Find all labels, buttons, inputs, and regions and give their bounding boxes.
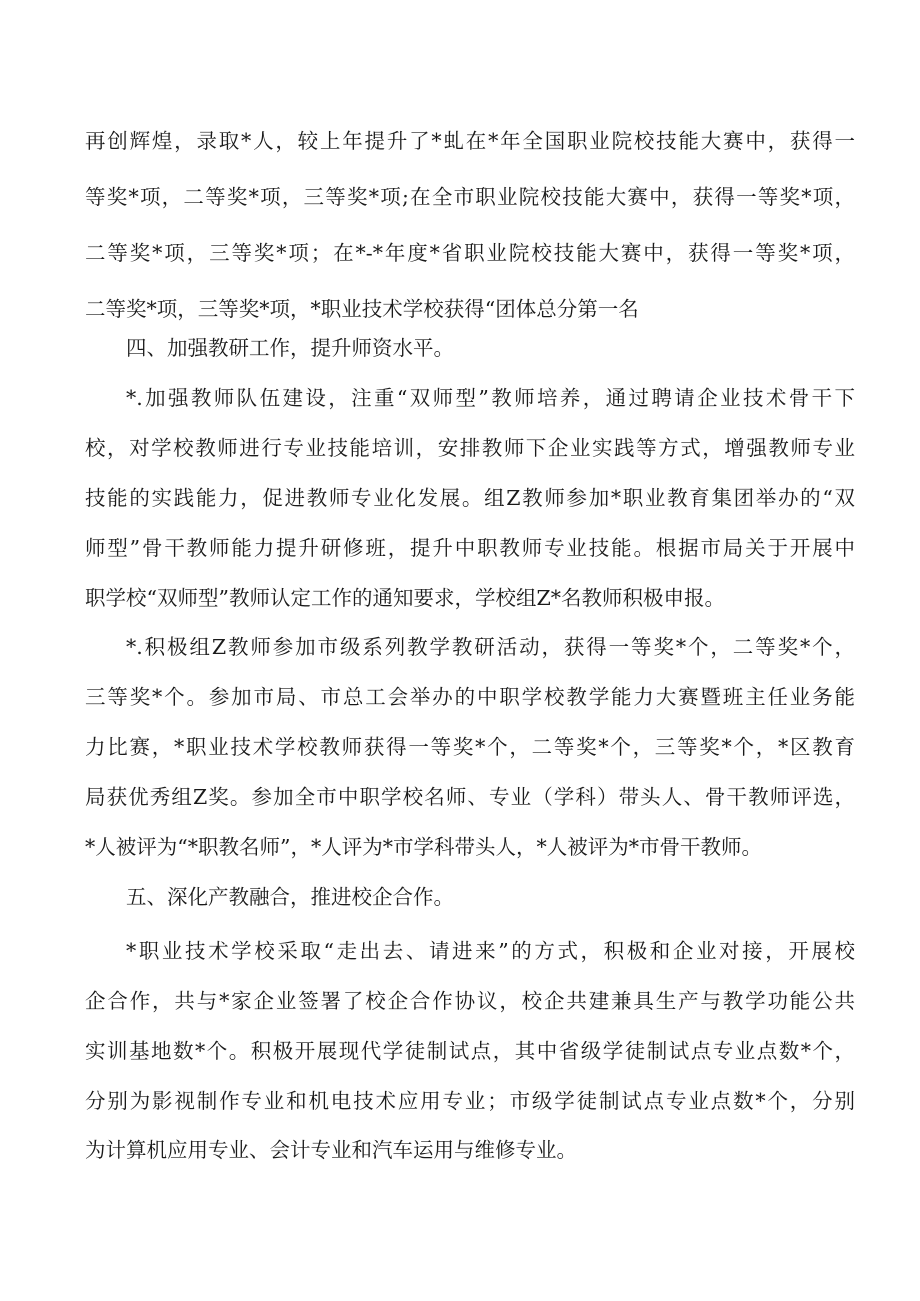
paragraph-1-line-1: 再创辉煌，录取*人，较上年提升了*虬在*年全国职业院校技能大赛中，获得一 (85, 129, 855, 153)
paragraph-3-line-5: *人被评为“*职教名师”，*人评为*市学科带头人，*人被评为*市骨干教师。 (85, 835, 762, 859)
paragraph-3-line-4: 局获优秀组Z奖。参加全市中职学校名师、专业（学科）带头人、骨干教师评选， (85, 785, 855, 809)
paragraph-3-line-3: 力比赛，*职业技术学校教师获得一等奖*个，二等奖*个，三等奖*个，*区教育 (85, 735, 855, 759)
paragraph-4-line-3: 实训基地数*个。积极开展现代学徒制试点，其中省级学徒制试点专业点数*个， (85, 1039, 855, 1063)
paragraph-3-line-2: 三等奖*个。参加市局、市总工会举办的中职学校教学能力大赛暨班主任业务能 (85, 685, 855, 709)
paragraph-1-line-2: 等奖*项，二等奖*项，三等奖*项;在全市职业院校技能大赛中，获得一等奖*项， (85, 185, 855, 209)
section-heading-5: 五、深化产教融合，推进校企合作。 (126, 885, 454, 909)
paragraph-4-line-2: 企合作，共与*家企业签署了校企合作协议，校企共建兼具生产与教学功能公共 (85, 989, 855, 1013)
paragraph-3-line-1: *.积极组Z教师参加市级系列教学教研活动，获得一等奖*个，二等奖*个， (126, 635, 855, 659)
paragraph-1-line-4: 二等奖*项，三等奖*项，*职业技术学校获得“团体总分第一名 (85, 297, 639, 321)
section-heading-4: 四、加强教研工作，提升师资水平。 (126, 336, 454, 360)
paragraph-2-line-3: 技能的实践能力，促进教师专业化发展。组Z教师参加*职业教育集团举办的“双 (85, 486, 855, 510)
paragraph-1-line-3: 二等奖*项，三等奖*项；在*-*年度*省职业院校技能大赛中，获得一等奖*项， (85, 241, 855, 265)
paragraph-2-line-1: *.加强教师队伍建设，注重“双师型”教师培养，通过聘请企业技术骨干下 (126, 386, 855, 410)
paragraph-2-line-5: 职学校“双师型”教师认定工作的通知要求，学校组Z*名教师积极申报。 (85, 586, 725, 610)
paragraph-2-line-4: 师型”骨干教师能力提升研修班，提升中职教师专业技能。根据市局关于开展中 (85, 536, 855, 560)
paragraph-4-line-5: 为计算机应用专业、会计专业和汽车运用与维修专业。 (85, 1138, 577, 1162)
paragraph-4-line-4: 分别为影视制作专业和机电技术应用专业；市级学徒制试点专业点数*个，分别 (85, 1089, 855, 1113)
paragraph-4-line-1: *职业技术学校采取“走出去、请进来”的方式，积极和企业对接，开展校 (126, 939, 855, 963)
paragraph-2-line-2: 校，对学校教师进行专业技能培训，安排教师下企业实践等方式，增强教师专业 (85, 436, 855, 460)
